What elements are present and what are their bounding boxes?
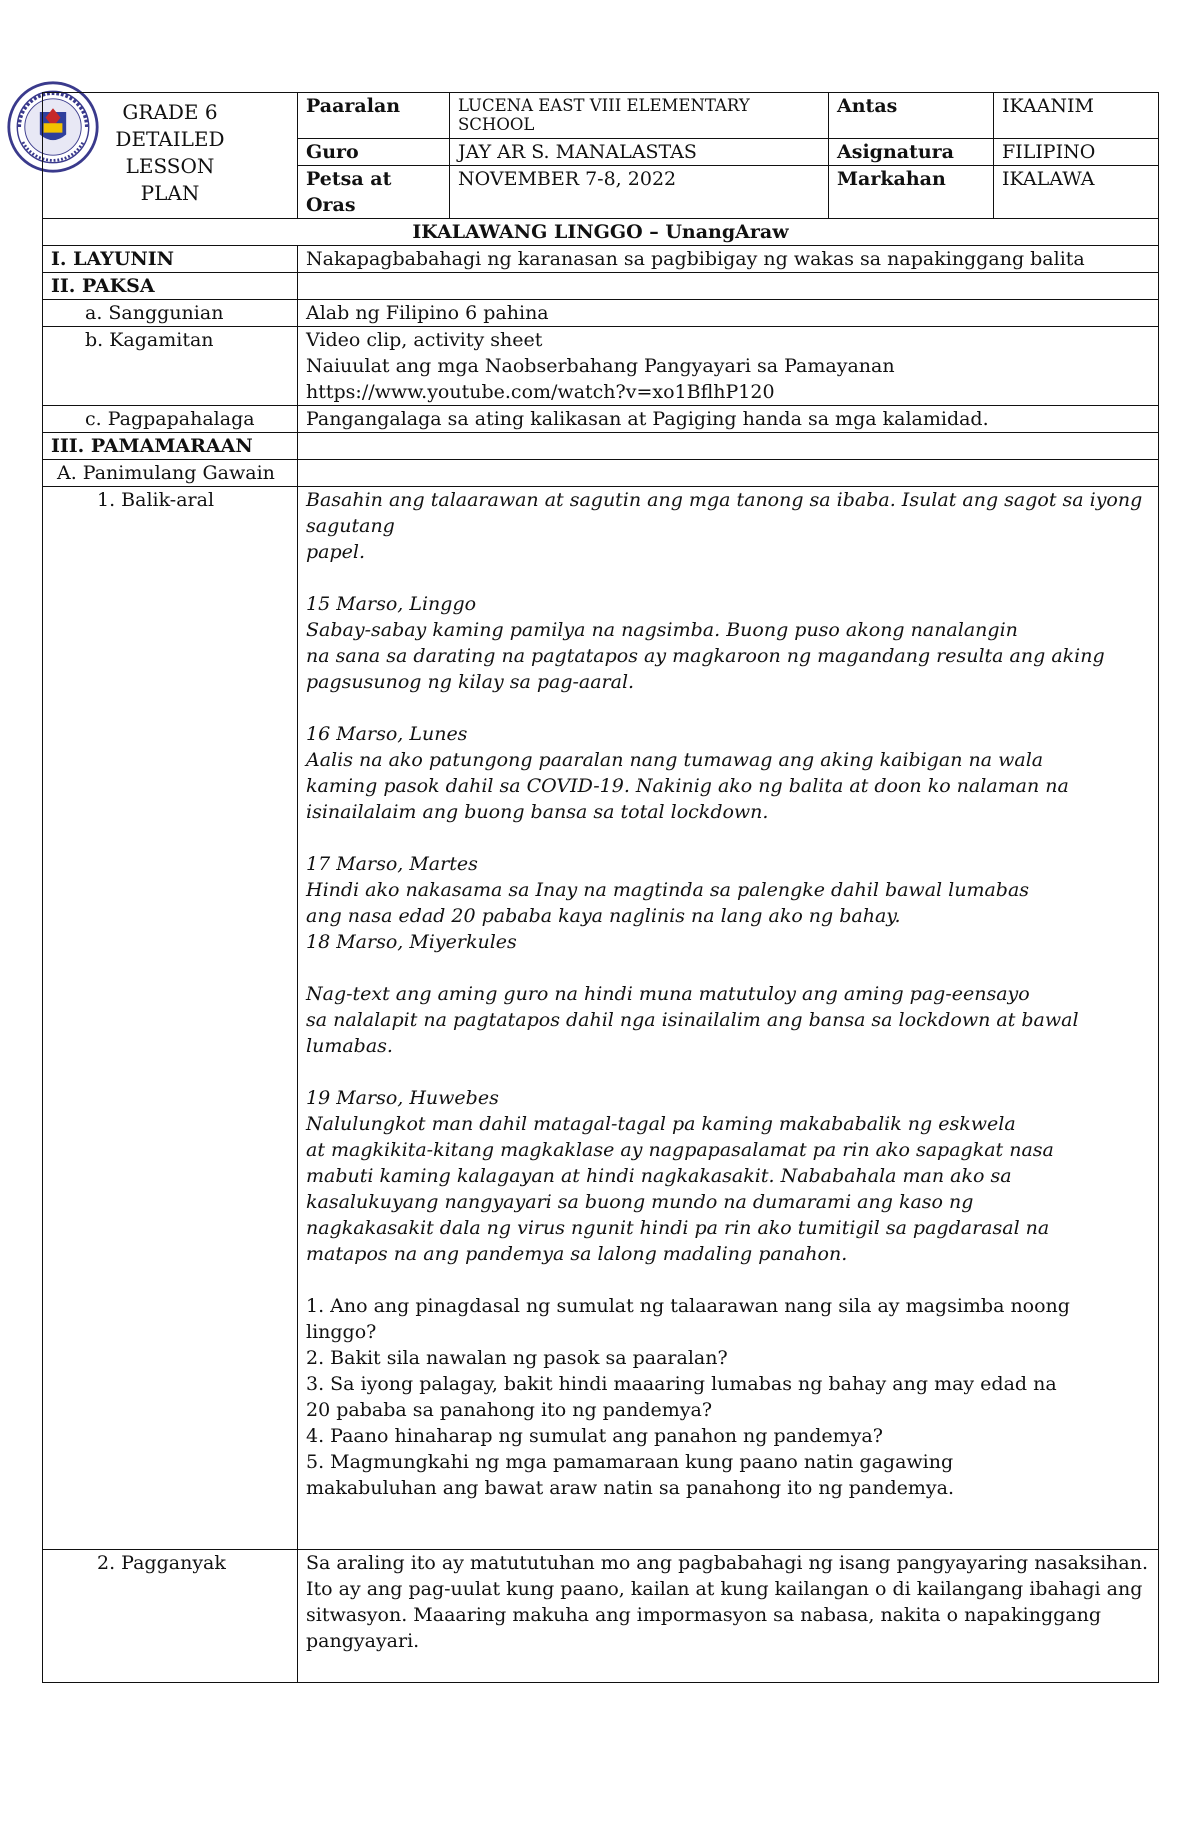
balik-aral-instruction: Basahin ang talaarawan at sagutin ang mga tanong sa ibaba. Isulat ang sagot sa iyong sagutang papel.	[306, 489, 1143, 563]
kagamitan-label: b. Kagamitan	[43, 327, 298, 406]
video-link[interactable]: https://www.youtube.com/watch?v=xo1BflhP120	[306, 381, 775, 403]
plan-title	[43, 93, 298, 219]
diary-entry-text: Hindi ako nakasama sa Inay na magtinda sa palengke dahil bawal lumabas ang nasa edad 20 pababa kaya naglinis na lang ako ng bahay.	[306, 879, 1030, 927]
question-item: 2. Bakit sila nawalan ng pasok sa paaralan?	[306, 1347, 728, 1369]
school-label: Paaralan	[298, 93, 450, 139]
school-value: LUCENA EAST VIII ELEMENTARY SCHOOL	[450, 93, 829, 139]
pamamaraan-empty	[298, 433, 1159, 460]
subject-value: FILIPINO	[994, 139, 1159, 166]
diary-entry-date: 16 Marso, Lunes	[306, 723, 468, 745]
paksa-empty	[298, 273, 1159, 300]
panimulang-gawain-label: A. Panimulang Gawain	[43, 460, 298, 487]
diary-entry-text: Nag-text ang aming guro na hindi muna matutuloy ang aming pag-eensayo sa nalalapit na pagtatapos dahil nga isinailalim ang bansa sa lockdown at bawal lumabas.	[306, 983, 1079, 1057]
teacher-label: Guro	[298, 139, 450, 166]
pagganyak-label: 2. Pagganyak	[43, 1550, 298, 1683]
diary-entry-date: 18 Marso, Miyerkules	[306, 931, 517, 953]
diary-entry-date: 15 Marso, Linggo	[306, 593, 477, 615]
question-item: 4. Paano hinaharap ng sumulat ang panahon ng pandemya?	[306, 1425, 883, 1447]
balik-aral-content	[298, 487, 1159, 1550]
diary-entry-text: Aalis na ako patungong paaralan nang tumawag ang aking kaibigan na wala kaming pasok dahil sa COVID-19. Nakinig ako ng balita at doon ko nalaman na isinailalaim ang buong bansa sa total lockdown.	[306, 749, 1069, 823]
kagamitan-line: Naiuulat ang mga Naobserbahang Pangyayari sa Pamayanan	[306, 355, 895, 377]
pagpapahalaga-label: c. Pagpapahalaga	[43, 406, 298, 433]
question-item: 3. Sa iyong palagay, bakit hindi maaaring lumabas ng bahay ang may edad na 20 pababa sa panahong ito ng pandemya?	[306, 1373, 1057, 1421]
diary-entry-text: Sabay-sabay kaming pamilya na nagsimba. Buong puso akong nanalangin na sana sa darating na pagtatapos ay magkaroon ng magandang resulta ang aking pagsusunog ng kilay sa pag-aaral.	[306, 619, 1105, 693]
paksa-label: II. PAKSA	[43, 273, 298, 300]
kagamitan-line: Video clip, activity sheet	[306, 329, 543, 351]
pamamaraan-label: III. PAMAMARAAN	[43, 433, 298, 460]
panimulang-gawain-empty	[298, 460, 1159, 487]
pagpapahalaga-value: Pangangalaga sa ating kalikasan at Pagiging handa sa mga kalamidad.	[298, 406, 1159, 433]
question-item: 1. Ano ang pinagdasal ng sumulat ng talaarawan nang sila ay magsimba noong linggo?	[306, 1295, 1070, 1343]
date-value: NOVEMBER 7-8, 2022	[450, 166, 829, 219]
pagganyak-text: Sa araling ito ay matututuhan mo ang pagbabahagi ng isang pangyayaring nasaksihan. Ito ay ang pag-uulat kung paano, kailan at kung kailangan o di kailangang ibahagi ang sitwasyon. Maaaring makuha ang impormasyon sa nabasa, nakita o napakinggang pangyayari.	[298, 1550, 1159, 1683]
quarter-value: IKALAWA	[994, 166, 1159, 219]
week-title: IKALAWANG LINGGO – UnangAraw	[43, 219, 1159, 246]
sanggunian-value: Alab ng Filipino 6 pahina	[298, 300, 1159, 327]
diary-entry-text: Nalulungkot man dahil matagal-tagal pa kaming makababalik ng eskwela at magkikita-kitang magkaklase ay nagpapasalamat pa rin ako sapagkat nasa mabuti kaming kalagayan at hindi nagkakasakit. Nababahala man ako sa kasalukuyang nangyayari sa buong mundo na dumarami ang kaso ng nagkakasakit dala ng virus ngunit hindi pa rin ako tumitigil sa pagdarasal na matapos na ang pandemya sa lalong madaling panahon.	[306, 1113, 1054, 1265]
teacher-value: JAY AR S. MANALASTAS	[450, 139, 829, 166]
subject-label: Asignatura	[829, 139, 994, 166]
question-item: 5. Magmungkahi ng mga pamamaraan kung paano natin gagawing makabuluhan ang bawat araw natin sa panahong ito ng pandemya.	[306, 1451, 955, 1499]
sanggunian-label: a. Sanggunian	[43, 300, 298, 327]
level-value: IKAANIM	[994, 93, 1159, 139]
layunin-label: I. LAYUNIN	[43, 246, 298, 273]
quarter-label: Markahan	[829, 166, 994, 219]
diary-entry-date: 17 Marso, Martes	[306, 853, 478, 875]
plan-title-text: GRADE 6 DETAILED LESSON PLAN	[115, 100, 225, 205]
kagamitan-value	[298, 327, 1159, 406]
level-label: Antas	[829, 93, 994, 139]
layunin-value: Nakapagbabahagi ng karanasan sa pagbibigay ng wakas sa napakinggang balita	[298, 246, 1159, 273]
balik-aral-label: 1. Balik-aral	[43, 487, 298, 1550]
lesson-plan-table	[42, 92, 1159, 1683]
date-label: Petsa at Oras	[298, 166, 450, 219]
diary-entry-date: 19 Marso, Huwebes	[306, 1087, 499, 1109]
